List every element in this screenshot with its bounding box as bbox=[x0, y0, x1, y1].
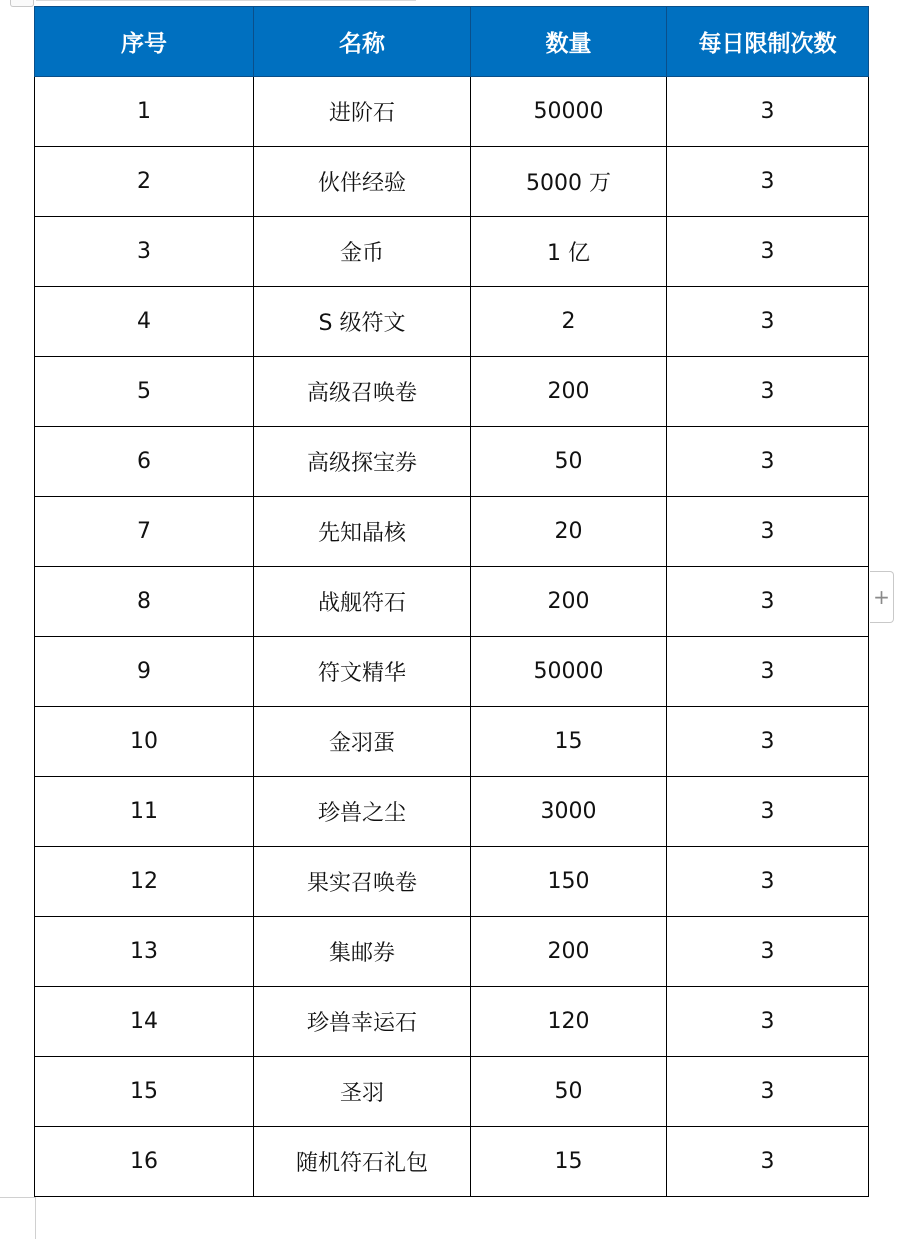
cell-quantity[interactable]: 20 bbox=[471, 497, 667, 567]
cell-name[interactable]: 金羽蛋 bbox=[254, 707, 471, 777]
cell-daily-limit[interactable]: 3 bbox=[667, 217, 869, 287]
cell-name[interactable]: 圣羽 bbox=[254, 1057, 471, 1127]
cell-index[interactable]: 1 bbox=[35, 77, 254, 147]
cell-daily-limit[interactable]: 3 bbox=[667, 357, 869, 427]
add-row-button[interactable] bbox=[870, 571, 894, 623]
cell-daily-limit[interactable]: 3 bbox=[667, 567, 869, 637]
table-row bbox=[35, 707, 869, 777]
rewards-table bbox=[34, 6, 869, 1197]
cell-quantity[interactable]: 15 bbox=[471, 707, 667, 777]
cell-quantity[interactable]: 50000 bbox=[471, 637, 667, 707]
cell-quantity[interactable]: 200 bbox=[471, 917, 667, 987]
table-row bbox=[35, 287, 869, 357]
cell-name[interactable]: 集邮券 bbox=[254, 917, 471, 987]
cell-daily-limit[interactable]: 3 bbox=[667, 777, 869, 847]
cell-daily-limit[interactable]: 3 bbox=[667, 987, 869, 1057]
cell-name[interactable]: 先知晶核 bbox=[254, 497, 471, 567]
cell-index[interactable]: 6 bbox=[35, 427, 254, 497]
header-row bbox=[35, 7, 869, 77]
cell-daily-limit[interactable]: 3 bbox=[667, 1057, 869, 1127]
table-row bbox=[35, 637, 869, 707]
cell-name[interactable]: 符文精华 bbox=[254, 637, 471, 707]
header-quantity[interactable]: 数量 bbox=[471, 7, 667, 77]
cell-index[interactable]: 3 bbox=[35, 217, 254, 287]
cell-quantity[interactable]: 3000 bbox=[471, 777, 667, 847]
table-move-handle[interactable] bbox=[10, 0, 34, 7]
cell-daily-limit[interactable]: 3 bbox=[667, 637, 869, 707]
page-corner-mark bbox=[0, 1197, 35, 1198]
cell-quantity[interactable]: 50000 bbox=[471, 77, 667, 147]
header-name[interactable]: 名称 bbox=[254, 7, 471, 77]
cell-daily-limit[interactable]: 3 bbox=[667, 427, 869, 497]
table-row bbox=[35, 847, 869, 917]
header-daily-limit[interactable]: 每日限制次数 bbox=[667, 7, 869, 77]
cell-name[interactable]: 伙伴经验 bbox=[254, 147, 471, 217]
table-header bbox=[35, 7, 869, 77]
table-row bbox=[35, 427, 869, 497]
cell-quantity[interactable]: 15 bbox=[471, 1127, 667, 1197]
cell-name[interactable]: 战舰符石 bbox=[254, 567, 471, 637]
cell-index[interactable]: 7 bbox=[35, 497, 254, 567]
cell-index[interactable]: 13 bbox=[35, 917, 254, 987]
page-top-divider bbox=[36, 0, 416, 1]
header-index[interactable]: 序号 bbox=[35, 7, 254, 77]
cell-quantity[interactable]: 50 bbox=[471, 427, 667, 497]
cell-daily-limit[interactable]: 3 bbox=[667, 77, 869, 147]
cell-quantity[interactable]: 1 亿 bbox=[471, 217, 667, 287]
cell-index[interactable]: 16 bbox=[35, 1127, 254, 1197]
cell-name[interactable]: 高级探宝券 bbox=[254, 427, 471, 497]
cell-name[interactable]: 金币 bbox=[254, 217, 471, 287]
cell-quantity[interactable]: 120 bbox=[471, 987, 667, 1057]
cell-daily-limit[interactable]: 3 bbox=[667, 147, 869, 217]
cell-quantity[interactable]: 200 bbox=[471, 357, 667, 427]
cell-name[interactable]: 果实召唤卷 bbox=[254, 847, 471, 917]
cell-index[interactable]: 9 bbox=[35, 637, 254, 707]
table-row bbox=[35, 77, 869, 147]
cell-index[interactable]: 8 bbox=[35, 567, 254, 637]
table-row bbox=[35, 357, 869, 427]
table-row bbox=[35, 147, 869, 217]
table-row bbox=[35, 1057, 869, 1127]
cell-quantity[interactable]: 50 bbox=[471, 1057, 667, 1127]
table-row bbox=[35, 1127, 869, 1197]
table-body bbox=[35, 77, 869, 1197]
table-row bbox=[35, 497, 869, 567]
cell-name[interactable]: 随机符石礼包 bbox=[254, 1127, 471, 1197]
cell-index[interactable]: 4 bbox=[35, 287, 254, 357]
table-row bbox=[35, 217, 869, 287]
table-row bbox=[35, 567, 869, 637]
cell-index[interactable]: 14 bbox=[35, 987, 254, 1057]
table-row bbox=[35, 777, 869, 847]
cell-daily-limit[interactable]: 3 bbox=[667, 707, 869, 777]
cell-quantity[interactable]: 2 bbox=[471, 287, 667, 357]
cell-name[interactable]: 珍兽幸运石 bbox=[254, 987, 471, 1057]
table-row bbox=[35, 987, 869, 1057]
cell-daily-limit[interactable]: 3 bbox=[667, 287, 869, 357]
cell-name[interactable]: 高级召唤卷 bbox=[254, 357, 471, 427]
cell-daily-limit[interactable]: 3 bbox=[667, 497, 869, 567]
cell-index[interactable]: 5 bbox=[35, 357, 254, 427]
cell-index[interactable]: 12 bbox=[35, 847, 254, 917]
cell-index[interactable]: 2 bbox=[35, 147, 254, 217]
cell-name[interactable]: S 级符文 bbox=[254, 287, 471, 357]
cell-name[interactable]: 进阶石 bbox=[254, 77, 471, 147]
cell-quantity[interactable]: 5000 万 bbox=[471, 147, 667, 217]
cell-daily-limit[interactable]: 3 bbox=[667, 917, 869, 987]
cell-index[interactable]: 15 bbox=[35, 1057, 254, 1127]
cell-index[interactable]: 11 bbox=[35, 777, 254, 847]
cell-quantity[interactable]: 200 bbox=[471, 567, 667, 637]
cell-daily-limit[interactable]: 3 bbox=[667, 847, 869, 917]
cell-index[interactable]: 10 bbox=[35, 707, 254, 777]
plus-icon: + bbox=[873, 585, 890, 609]
page-corner-mark-vertical bbox=[35, 1197, 36, 1239]
cell-quantity[interactable]: 150 bbox=[471, 847, 667, 917]
cell-name[interactable]: 珍兽之尘 bbox=[254, 777, 471, 847]
cell-daily-limit[interactable]: 3 bbox=[667, 1127, 869, 1197]
table-row bbox=[35, 917, 869, 987]
